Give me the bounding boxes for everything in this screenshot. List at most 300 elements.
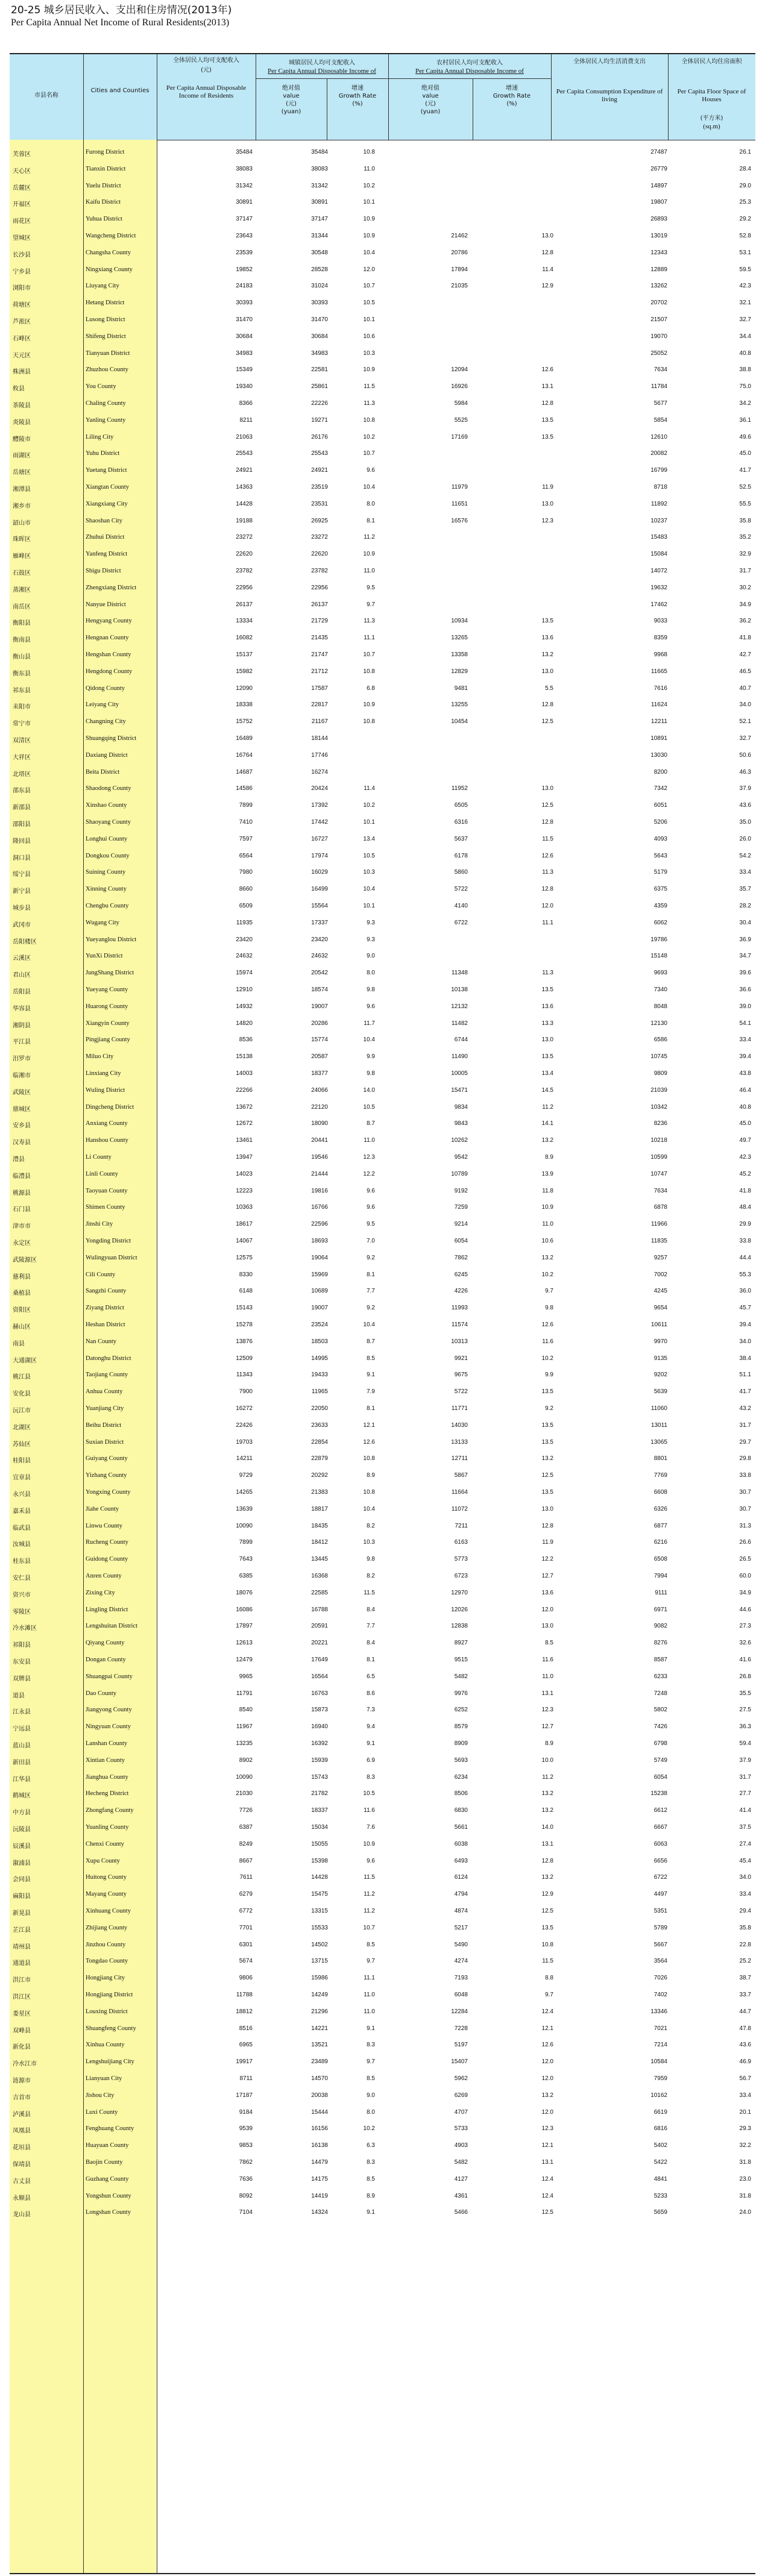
cell-urban-growth: 12.1 (363, 1421, 375, 1429)
table-row (10, 1753, 755, 1769)
table-row (10, 1954, 755, 1969)
cell-urban-income: 11965 (311, 1388, 328, 1396)
cell-urban-growth: 7.7 (367, 1288, 375, 1295)
table-row (10, 513, 755, 529)
county-name-en: Yongxing County (86, 1489, 131, 1496)
cell-rural-income: 20786 (451, 249, 468, 256)
cell-rural-income: 12838 (451, 1623, 468, 1630)
cell-rural-income: 7211 (455, 1522, 468, 1529)
county-name-zh: 洞口县 (13, 854, 31, 862)
cell-rural-growth: 12.4 (541, 2008, 553, 2015)
cell-urban-growth: 11.2 (364, 1908, 375, 1914)
table-row (10, 697, 755, 713)
cell-rural-growth: 13.1 (541, 383, 553, 390)
table-row (10, 815, 755, 830)
cell-rural-growth: 14.1 (541, 1120, 553, 1127)
cell-consumption: 13065 (650, 1438, 667, 1446)
cell-floor-space: 35.7 (739, 886, 751, 893)
table-row (10, 1233, 755, 1249)
cell-rural-income: 10138 (451, 986, 468, 993)
cell-urban-income: 21747 (311, 651, 328, 658)
cell-rural-income: 9515 (454, 1656, 468, 1663)
county-name-zh: 邵阳县 (13, 821, 31, 828)
cell-rural-income: 12132 (451, 1003, 468, 1010)
county-name-en: Yuhu District (86, 450, 120, 457)
cell-rural-growth: 11.4 (542, 266, 553, 273)
cell-urban-income: 16156 (311, 2125, 328, 2133)
cell-urban-growth: 9.2 (367, 1305, 375, 1312)
cell-resident-income: 31470 (236, 316, 253, 323)
county-name-zh: 南县 (13, 1340, 25, 1347)
header-g1-en: Per Capita Annual Disposable Income of Residents (166, 84, 247, 99)
cell-rural-growth: 13.2 (541, 2092, 553, 2099)
county-name-en: Xinshao County (86, 802, 127, 809)
cell-rural-growth: 12.5 (541, 2209, 553, 2216)
table-row (10, 613, 755, 629)
cell-resident-income: 31342 (236, 182, 253, 189)
county-name-en: Lusong District (86, 316, 125, 323)
county-name-en: Guzhang County (86, 2175, 129, 2183)
cell-urban-income: 21712 (311, 668, 328, 675)
cell-rural-income: 8579 (454, 1723, 468, 1731)
cell-floor-space: 40.8 (739, 1103, 751, 1111)
cell-urban-income: 21435 (311, 635, 328, 642)
county-name-en: Hengdong County (86, 668, 133, 675)
cell-resident-income: 23420 (236, 936, 253, 943)
cell-rural-growth: 13.0 (541, 785, 553, 792)
county-name-en: Shuangfeng County (86, 2025, 136, 2032)
cell-rural-income: 11651 (451, 500, 468, 507)
table-row (10, 848, 755, 864)
cell-floor-space: 28.2 (739, 903, 751, 909)
cell-rural-income: 8927 (454, 1640, 468, 1647)
cell-rural-income: 5525 (454, 416, 468, 424)
cell-consumption: 13346 (650, 2008, 667, 2015)
cell-rural-growth: 13.5 (541, 1388, 553, 1396)
county-name-zh: 双牌县 (13, 1675, 31, 1682)
header-rule (256, 78, 551, 79)
county-name-en: Rucheng County (86, 1539, 128, 1546)
cell-urban-growth: 8.1 (367, 1271, 375, 1278)
cell-floor-space: 27.5 (739, 1706, 751, 1714)
header-g3-zh: 农村居民人均可支配收入 (436, 60, 503, 66)
cell-floor-space: 45.2 (739, 1170, 751, 1177)
cell-resident-income: 9729 (239, 1472, 253, 1479)
cell-rural-growth: 12.2 (541, 1556, 553, 1563)
table-row (10, 145, 755, 160)
cell-urban-income: 10689 (311, 1288, 328, 1295)
cell-resident-income: 8092 (239, 2192, 253, 2199)
cell-urban-income: 13715 (311, 1958, 328, 1965)
table-row (10, 865, 755, 880)
cell-rural-growth: 9.9 (545, 1371, 553, 1379)
county-name-zh: 绥宁县 (13, 871, 31, 879)
county-name-en: Hanshou County (86, 1137, 128, 1144)
table-row (10, 2138, 755, 2154)
table-row (10, 898, 755, 914)
cell-urban-growth: 9.7 (367, 1958, 375, 1965)
cell-urban-growth: 9.6 (367, 1857, 375, 1864)
header-value-unit-zh: (元) (425, 101, 436, 107)
cell-urban-growth: 10.4 (363, 1505, 375, 1512)
county-name-en: Linwu County (86, 1522, 122, 1529)
county-name-zh: 醴陵市 (13, 436, 31, 443)
cell-floor-space: 36.2 (739, 618, 751, 625)
cell-urban-income: 31342 (311, 182, 328, 189)
county-name-zh: 平江县 (13, 1039, 31, 1046)
cell-rural-income: 12026 (451, 1606, 468, 1613)
county-name-zh: 天心区 (13, 168, 31, 175)
cell-floor-space: 47.8 (739, 2025, 751, 2032)
cell-consumption: 8718 (653, 484, 667, 490)
county-name-en: Ziyang District (86, 1305, 124, 1312)
county-name-zh: 天元区 (13, 352, 31, 359)
cell-urban-growth: 10.2 (363, 433, 375, 440)
header-g5-unit-zh: (平方米) (700, 115, 723, 122)
table-row (10, 1183, 755, 1199)
county-name-en: Pingjiang County (86, 1036, 130, 1044)
table-row (10, 262, 755, 278)
cell-rural-income: 5722 (454, 886, 468, 893)
cell-rural-income: 6722 (454, 919, 468, 926)
cell-urban-growth: 9.7 (367, 2058, 375, 2066)
table-row (10, 362, 755, 378)
cell-resident-income: 11935 (236, 919, 253, 926)
cell-urban-income: 24632 (311, 953, 328, 960)
header-county-zh: 市县名称 (34, 92, 58, 99)
header-growth-unit: (%) (506, 101, 517, 107)
cell-floor-space: 45.7 (739, 1305, 751, 1312)
table-row (10, 1468, 755, 1484)
cell-floor-space: 29.8 (739, 1455, 751, 1462)
table-row (10, 1652, 755, 1668)
cell-rural-growth: 5.5 (545, 685, 553, 692)
cell-urban-income: 30891 (311, 199, 328, 206)
cell-urban-income: 20441 (311, 1137, 328, 1144)
county-name-zh: 耒阳市 (13, 704, 31, 711)
cell-consumption: 9968 (653, 651, 667, 658)
county-name-en: Qiyang County (86, 1640, 125, 1647)
cell-floor-space: 44.7 (739, 2008, 751, 2015)
county-name-en: Jinzhou County (86, 1941, 126, 1948)
cell-consumption: 5179 (653, 869, 667, 876)
cell-consumption: 12889 (650, 266, 667, 273)
cell-rural-growth: 13.6 (541, 1003, 553, 1010)
cell-urban-growth: 8.6 (367, 1690, 375, 1697)
cell-urban-growth: 11.0 (364, 2008, 375, 2015)
county-name-en: Xintian County (86, 1757, 125, 1764)
title-block (11, 4, 231, 29)
cell-rural-income: 6269 (454, 2092, 468, 2099)
cell-rural-income: 6830 (454, 1807, 468, 1814)
county-name-en: You County (86, 383, 116, 390)
cell-consumption: 5206 (653, 819, 667, 826)
cell-rural-income: 4874 (454, 1908, 468, 1914)
table-title-en: Per Capita Annual Net Income of Rural Residents(2013) (11, 17, 230, 28)
cell-floor-space: 46.5 (739, 668, 751, 675)
cell-rural-growth: 13.3 (541, 1020, 553, 1027)
cell-rural-growth: 11.3 (542, 869, 553, 876)
county-name-en: Xiangtan County (86, 484, 130, 490)
cell-resident-income: 25543 (236, 450, 253, 457)
table-row (10, 346, 755, 362)
cell-consumption: 5789 (653, 1924, 667, 1931)
cell-urban-income: 23420 (311, 936, 328, 943)
cell-urban-growth: 10.8 (363, 718, 375, 725)
cell-floor-space: 20.1 (739, 2108, 751, 2116)
cell-rural-income: 15407 (451, 2058, 468, 2066)
cell-consumption: 26779 (650, 165, 667, 172)
cell-resident-income: 18812 (236, 2008, 253, 2015)
cell-floor-space: 40.7 (739, 685, 751, 692)
table-row (10, 1367, 755, 1383)
cell-floor-space: 31.8 (739, 2192, 751, 2199)
cell-consumption: 7426 (653, 1723, 667, 1731)
cell-rural-growth: 12.6 (541, 852, 553, 859)
cell-resident-income: 7611 (239, 1874, 253, 1881)
county-name-en: Shaodong County (86, 785, 131, 792)
cell-rural-growth: 13.2 (541, 1790, 553, 1797)
cell-consumption: 6612 (653, 1807, 667, 1814)
cell-floor-space: 34.2 (739, 400, 751, 407)
cell-urban-income: 16766 (311, 1204, 328, 1211)
cell-resident-income: 23272 (236, 534, 253, 541)
table-row (10, 245, 755, 261)
table-title-zh: 20-25 城乡居民收入、支出和住房情况(2013年) (11, 4, 232, 16)
header-value-zh: 绝对值 (282, 85, 300, 92)
cell-urban-growth: 9.9 (367, 1053, 375, 1061)
cell-urban-income: 20587 (311, 1053, 328, 1061)
cell-rural-income: 6178 (454, 852, 468, 859)
cell-floor-space: 31.7 (739, 1773, 751, 1781)
cell-urban-growth: 8.4 (367, 1606, 375, 1613)
cell-urban-income: 14175 (311, 2175, 328, 2183)
cell-floor-space: 44.6 (739, 1606, 751, 1613)
county-name-en: Linli County (86, 1170, 118, 1177)
county-name-en: Yizhang County (86, 1472, 127, 1479)
cell-consumption: 9693 (653, 970, 667, 977)
cell-floor-space: 30.7 (739, 1489, 751, 1496)
cell-floor-space: 27.3 (739, 1623, 751, 1630)
cell-rural-growth: 12.6 (541, 1321, 553, 1328)
cell-consumption: 9202 (653, 1371, 667, 1379)
cell-floor-space: 29.4 (739, 1908, 751, 1914)
cell-urban-income: 31470 (311, 316, 328, 323)
cell-urban-income: 25861 (311, 383, 328, 390)
table-row (10, 2004, 755, 2020)
county-name-zh: 武陵区 (13, 1089, 31, 1096)
cell-floor-space: 51.1 (739, 1371, 751, 1379)
cell-urban-income: 17337 (311, 919, 328, 926)
cell-rural-income: 10005 (451, 1070, 468, 1077)
header-g3-en: Per Capita Annual Disposable Income of (415, 67, 524, 75)
cell-resident-income: 22426 (236, 1421, 253, 1429)
county-name-zh: 大祥区 (13, 754, 31, 761)
cell-rural-income: 6245 (454, 1271, 468, 1278)
cell-urban-income: 23633 (311, 1421, 328, 1429)
cell-consumption: 11892 (650, 500, 667, 507)
county-name-en: Beihu District (86, 1421, 122, 1429)
cell-resident-income: 16489 (236, 735, 253, 742)
cell-resident-income: 16272 (236, 1405, 253, 1412)
cell-rural-growth: 13.1 (541, 2159, 553, 2166)
county-name-en: Xinning County (86, 886, 127, 893)
cell-rural-growth: 9.2 (545, 1405, 553, 1412)
cell-consumption: 6816 (653, 2125, 667, 2133)
cell-urban-growth: 7.9 (367, 1388, 375, 1396)
cell-resident-income: 8249 (239, 1840, 253, 1847)
cell-floor-space: 27.4 (739, 1840, 751, 1847)
cell-rural-income: 4794 (454, 1891, 468, 1898)
cell-consumption: 6971 (653, 1606, 667, 1613)
county-name-en: Baojin County (86, 2159, 123, 2166)
county-name-zh: 衡南县 (13, 637, 31, 644)
cell-rural-income: 5482 (454, 2159, 468, 2166)
county-name-en: Huitong County (86, 1874, 127, 1881)
cell-consumption: 9970 (653, 1338, 667, 1345)
county-name-zh: 零陵区 (13, 1608, 31, 1615)
cell-resident-income: 8540 (239, 1706, 253, 1714)
cell-consumption: 21507 (650, 316, 667, 323)
county-name-en: Changsha County (86, 249, 131, 256)
cell-rural-income: 11348 (451, 970, 468, 977)
cell-rural-growth: 11.9 (542, 484, 553, 490)
county-name-en: Luxi County (86, 2108, 118, 2116)
cell-resident-income: 9184 (239, 2108, 253, 2116)
table-row (10, 1568, 755, 1584)
header-value-en: value (422, 93, 439, 99)
county-name-zh: 芦淞区 (13, 319, 31, 325)
county-name-zh: 永顺县 (13, 2195, 31, 2202)
cell-resident-income: 11967 (236, 1723, 253, 1731)
cell-urban-income: 22050 (311, 1405, 328, 1412)
county-name-en: Jiangyong County (86, 1706, 132, 1714)
cell-rural-income: 10789 (451, 1170, 468, 1177)
cell-floor-space: 33.8 (739, 1472, 751, 1479)
table-row (10, 1384, 755, 1400)
cell-urban-growth: 11.7 (364, 1020, 375, 1027)
county-name-en: Dingcheng District (86, 1103, 134, 1111)
cell-floor-space: 35.5 (739, 1690, 751, 1697)
cell-resident-income: 9853 (239, 2142, 253, 2149)
cell-rural-growth: 13.1 (541, 1690, 553, 1697)
cell-floor-space: 43.2 (739, 1405, 751, 1412)
county-name-en: Hengnan County (86, 635, 129, 642)
cell-consumption: 6508 (653, 1556, 667, 1563)
cell-urban-growth: 9.0 (367, 953, 375, 960)
cell-rural-growth: 9.7 (545, 1288, 553, 1295)
cell-urban-growth: 12.0 (363, 266, 375, 273)
table-row (10, 714, 755, 730)
cell-urban-income: 14995 (311, 1355, 328, 1362)
table-row (10, 480, 755, 495)
cell-rural-income: 12829 (451, 668, 468, 675)
cell-consumption: 14897 (650, 182, 667, 189)
header-g2-en: Per Capita Annual Disposable Income of (268, 67, 376, 75)
cell-rural-growth: 10.0 (541, 1757, 553, 1764)
cell-consumption: 4093 (653, 835, 667, 842)
cell-urban-growth: 13.4 (363, 835, 375, 842)
header-growth-en: Growth Rate (338, 93, 377, 99)
cell-rural-growth: 12.8 (541, 1857, 553, 1864)
cell-floor-space: 56.7 (739, 2075, 751, 2082)
county-name-en: Shaoshan City (86, 517, 122, 524)
cell-urban-growth: 8.0 (367, 970, 375, 977)
cell-consumption: 26893 (650, 216, 667, 223)
cell-floor-space: 32.1 (739, 299, 751, 307)
cell-urban-income: 15873 (311, 1706, 328, 1714)
county-name-zh: 湘乡市 (13, 503, 31, 510)
cell-urban-income: 30684 (311, 333, 328, 340)
cell-urban-income: 19064 (311, 1254, 328, 1261)
cell-urban-income: 16788 (311, 1606, 328, 1613)
cell-urban-income: 17587 (311, 685, 328, 692)
cell-urban-income: 21782 (311, 1790, 328, 1797)
cell-resident-income: 35484 (236, 149, 253, 155)
cell-urban-growth: 8.1 (367, 1656, 375, 1663)
table-row (10, 379, 755, 395)
county-name-zh: 衡山县 (13, 654, 31, 660)
cell-consumption: 6233 (653, 1673, 667, 1680)
county-name-zh: 城步县 (13, 905, 31, 912)
cell-rural-growth: 13.9 (541, 1170, 553, 1177)
county-name-zh: 衡阳县 (13, 620, 31, 627)
county-name-zh: 桃江县 (13, 1374, 31, 1381)
county-name-zh: 岳塘区 (13, 469, 31, 477)
table-row (10, 1904, 755, 1919)
cell-consumption: 6586 (653, 1036, 667, 1044)
cell-urban-income: 16029 (311, 869, 328, 876)
cell-floor-space: 26.5 (739, 1556, 751, 1563)
county-name-en: Wulingyuan District (86, 1254, 137, 1261)
cell-rural-growth: 12.0 (541, 2108, 553, 2116)
cell-rural-growth: 12.1 (541, 2142, 553, 2149)
cell-urban-income: 19271 (311, 416, 328, 424)
cell-rural-income: 13265 (451, 635, 468, 642)
cell-urban-growth: 10.2 (363, 182, 375, 189)
cell-rural-growth: 8.5 (545, 1640, 553, 1647)
table-row (10, 413, 755, 428)
cell-rural-growth: 8.9 (545, 1740, 553, 1747)
cell-resident-income: 18338 (236, 701, 253, 709)
county-name-zh: 衡东县 (13, 670, 31, 677)
county-name-zh: 雨花区 (13, 218, 31, 225)
county-name-en: Chengbu County (86, 903, 129, 909)
cell-urban-income: 22226 (311, 400, 328, 407)
county-name-zh: 双清区 (13, 738, 31, 744)
cell-urban-income: 15743 (311, 1773, 328, 1781)
header-g1-zh: 全体居民人均可支配收入 (173, 57, 239, 64)
county-name-zh: 花垣县 (13, 2145, 31, 2152)
table-row (10, 1100, 755, 1115)
cell-floor-space: 25.2 (739, 1958, 751, 1965)
cell-rural-growth: 8.8 (545, 1975, 553, 1982)
cell-resident-income: 16086 (236, 1606, 253, 1613)
cell-floor-space: 50.6 (739, 751, 751, 759)
cell-urban-income: 22120 (311, 1103, 328, 1111)
cell-urban-growth: 8.7 (367, 1120, 375, 1127)
cell-consumption: 12130 (650, 1020, 667, 1027)
cell-floor-space: 34.9 (739, 601, 751, 608)
cell-floor-space: 38.7 (739, 1975, 751, 1982)
cell-consumption: 6619 (653, 2108, 667, 2116)
county-name-zh: 泸溪县 (13, 2111, 31, 2118)
cell-urban-income: 23489 (311, 2058, 328, 2066)
county-name-en: Taojiang County (86, 1371, 128, 1379)
header-g5-en: Per Capita Floor Space of Houses (677, 88, 746, 103)
cell-consumption: 11624 (650, 701, 667, 709)
table-row (10, 295, 755, 311)
